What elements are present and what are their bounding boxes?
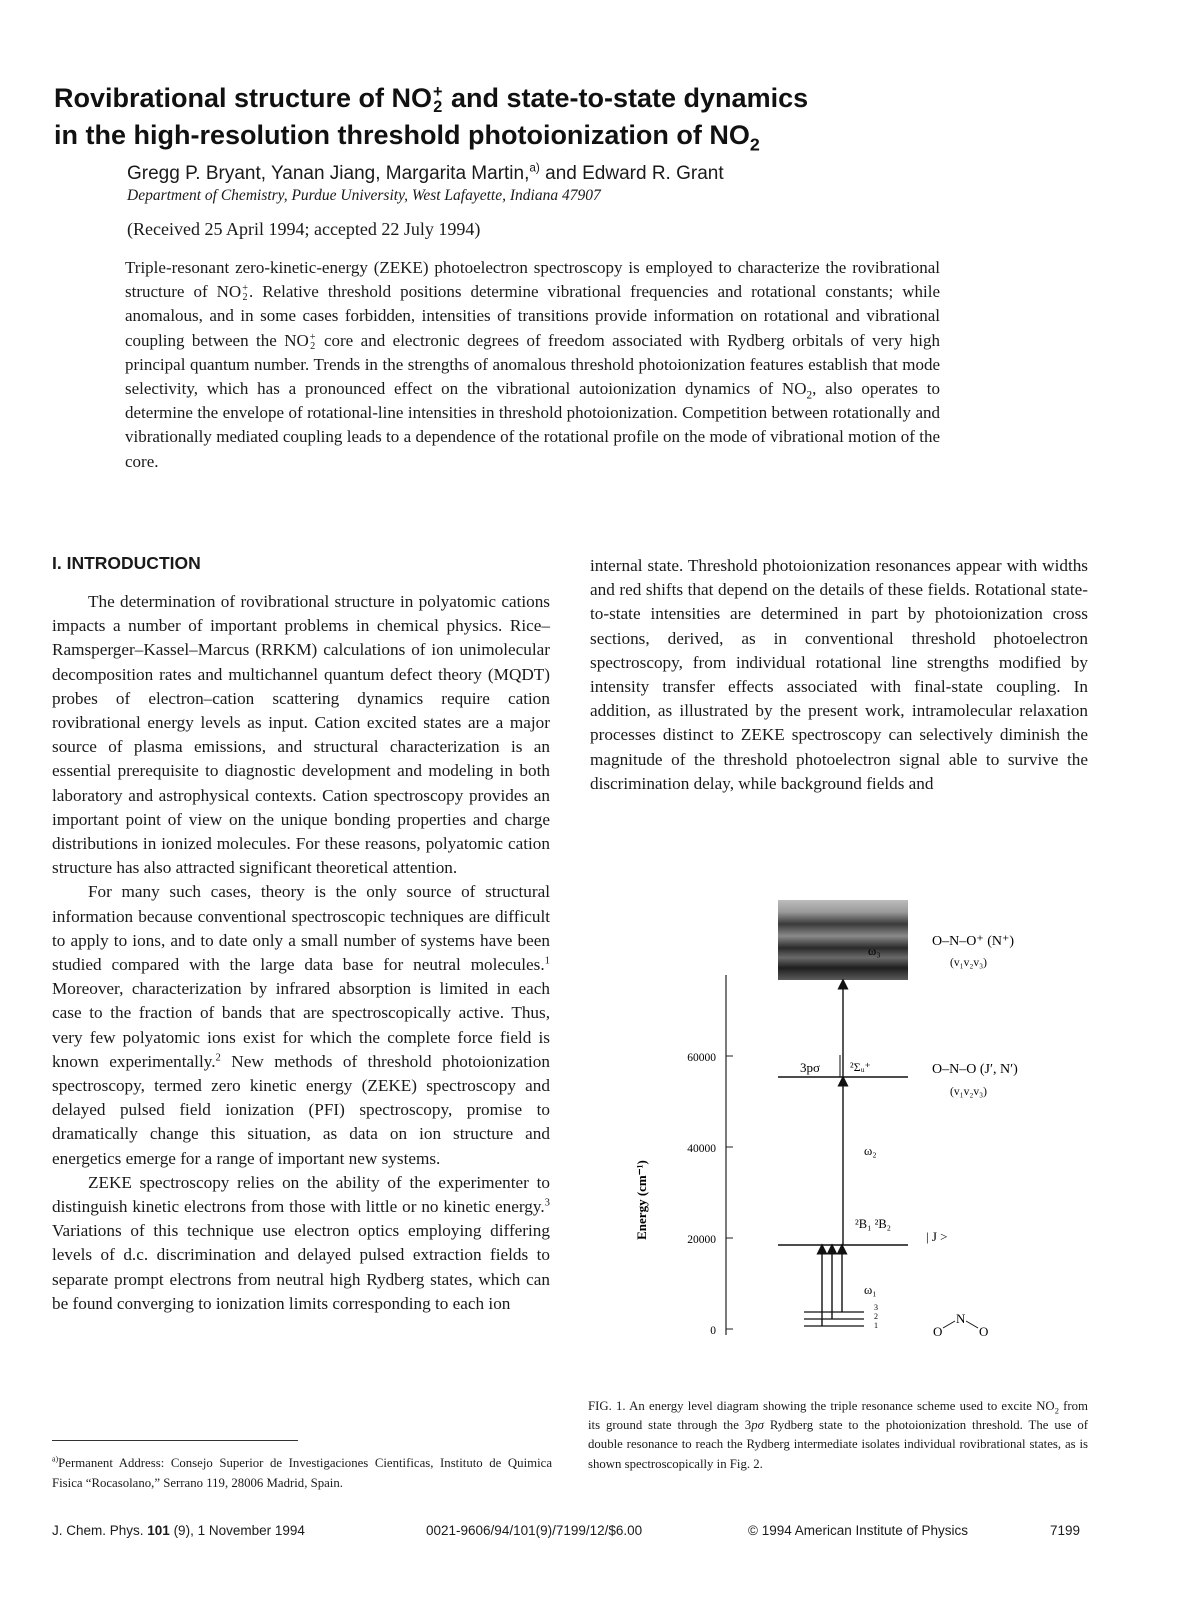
rydberg-vibration-label: (v₁v₂v₃)	[950, 1086, 987, 1098]
reference-mark: 2	[215, 1052, 221, 1064]
figure-caption: FIG. 1. An energy level diagram showing the triple resonance scheme used to excite $NO_2$ from its ground state through the 3pσ Rydberg state to the photoionization threshold. The use of double resonance to reach the Rydberg intermediate isolates individual rovibrational states, as is shown spectroscopically in Fig. 2.	[588, 1399, 1088, 1471]
y-tick-label: 0	[710, 1325, 716, 1337]
rydberg-state-label: O–N–O (J′, N′)	[932, 1062, 1018, 1077]
reference-mark: 3	[544, 1197, 550, 1209]
article-code: 0021-9606/94/101(9)/7199/12/$6.00	[426, 1523, 643, 1538]
intro-left-column	[52, 590, 550, 1316]
y-tick-label: 20000	[687, 1234, 716, 1246]
abstract: Triple-resonant zero-kinetic-energy (ZEKE) photoelectron spectroscopy is employed to characterize the rovibrational structure of NO+ 2. Relative threshold positions determine vibrational frequencies and rotational constants; while anomalous, and in some cases forbidden, intensities of transitions provide information on rotational and vibrational coupling between the NO+ 2 core and electronic degrees of freedom associated with Rydberg orbitals of very high principal quantum number. Trends in the strengths of anomalous threshold photoionization features establish that mode selectivity, which has a pronounced effect on the vibrational autoionization dynamics of $NO_2$, also operates to determine the envelope of rotational-line intensities in threshold photoionization. Competition between rotationally and vibrationally mediated coupling leads to a dependence of the rotational profile on the mode of vibrational motion of the core.	[125, 258, 940, 471]
energy-level-diagram	[600, 885, 1080, 1365]
ket-label: | J >	[926, 1229, 948, 1244]
omega1-label: ω₁	[864, 1283, 877, 1297]
bond	[966, 1321, 978, 1328]
omega2-label: ω₂	[864, 1144, 877, 1158]
journal-citation: J. Chem. Phys. 101 (9), 1 November 1994	[52, 1523, 305, 1538]
footnote-divider	[52, 1440, 298, 1441]
y-axis-label: Energy (cm⁻¹)	[634, 1160, 649, 1240]
ground-level-number: 3	[874, 1303, 878, 1312]
section-heading: I. INTRODUCTION	[52, 553, 201, 573]
rydberg-orbital-label: 3pσ	[800, 1060, 821, 1075]
received-dates: (Received 25 April 1994; accepted 22 July 1994)	[127, 219, 481, 239]
oxygen-atom-label: O	[933, 1324, 943, 1339]
intro-paragraph: For many such cases, theory is the only source of structural information because conventional spectroscopic techniques are difficult to apply to ions, and to date only a small number of systems have been studied compared with the large data base for neutral molecules.$^1$ Moreover, characterization by infrared absorption is limited in each case to the fraction of bands that are spectroscopically active. Thus, very few polyatomic ions exist for which the complete force field is known experimentally.$^2$ New methods of threshold photoionization spectroscopy, termed zero kinetic energy (ZEKE) spectroscopy and delayed pulsed field ionization (PFI) spectroscopy, promise to dramatically change this situation, as data on ion structure and energetics emerge for a range of important new systems.	[52, 882, 550, 1168]
ground-level-number: 1	[874, 1321, 878, 1330]
rydberg-symmetry-label: ²Σᵤ⁺	[850, 1060, 871, 1074]
author-list: Gregg P. Bryant, Yanan Jiang, Margarita Martin,$^{a)}$ and Edward R. Grant	[127, 161, 724, 184]
intermediate-state-label: ²B₁ ²B₂	[855, 1217, 892, 1231]
intro-right-column: internal state. Threshold photoionization resonances appear with widths and red shifts that depend on the details of these fields. Rotational state-to-state intensities are determined in part by photoionization cross sections, derived, as in conventional threshold photoelectron spectroscopy, from individual rotational line strengths modified by intensity transfer effects associated with final-state coupling. In addition, as illustrated by the present work, intramolecular relaxation processes distinct to ZEKE spectroscopy can selectively diminish the magnitude of the threshold photoelectron signal able to survive the discrimination delay, while background fields and	[590, 556, 1088, 793]
paper-title: Rovibrational structure of NO+ 2 and state-to-state dynamics in the high-resolution threshold photoionization of $NO_2$	[54, 83, 809, 155]
footnote-mark: a)	[529, 161, 540, 175]
ground-level-number: 2	[874, 1312, 878, 1321]
ion-vibration-label: (v₁v₂v₃)	[950, 957, 987, 969]
intro-paragraph: ZEKE spectroscopy relies on the ability of the experimenter to distinguish kinetic electrons from those with little or no kinetic energy.$^3$ Variations of this technique use electron optics employing differing levels of d.c. discrimination and delayed pulsed extraction fields to separate prompt electrons from neutral high Rydberg states, which can be found converging to ionization limits corresponding to each ion	[52, 1172, 550, 1313]
affiliation: Department of Chemistry, Purdue University, West Lafayette, Indiana 47907	[127, 187, 601, 204]
footnote: $^{a)}$Permanent Address: Consejo Superior de Investigaciones Cientificas, Instituto de Quimica Fisica “Rocasolano,” Serrano 119, 28006 Madrid, Spain.	[52, 1454, 552, 1490]
copyright: © 1994 American Institute of Physics	[748, 1523, 969, 1538]
intro-paragraph: The determination of rovibrational structure in polyatomic cations impacts a number of important problems in chemical physics. Rice–Ramsperger–Kassel–Marcus (RRKM) calculations of ion unimolecular decomposition rates and multichannel quantum defect theory (MQDT) probes of electron–cation scattering dynamics require cation rovibrational energy levels as input. Cation excited states are a major source of plasma emissions, and structural characterization is an essential prerequisite to diagnostic development and modeling in both laboratory and astrophysical contexts. Cation spectroscopy provides an important point of view on the unique bonding properties and charge distributions in ionized molecules. For these reasons, polyatomic cation structure has also attracted significant theoretical attention.	[52, 592, 550, 878]
bond	[943, 1321, 955, 1328]
nitrogen-atom-label: N	[956, 1311, 966, 1326]
ion-state-label: O–N–O⁺ (N⁺)	[932, 934, 1015, 949]
reference-mark: 1	[544, 955, 550, 967]
y-tick-label: 40000	[687, 1143, 716, 1155]
y-tick-label: 60000	[687, 1052, 716, 1064]
no2-molecule	[933, 1311, 988, 1339]
oxygen-atom-label: O	[979, 1324, 989, 1339]
omega3-label: ω₃	[868, 944, 881, 958]
ionization-continuum	[778, 900, 908, 980]
page-number: 7199	[1050, 1523, 1081, 1538]
